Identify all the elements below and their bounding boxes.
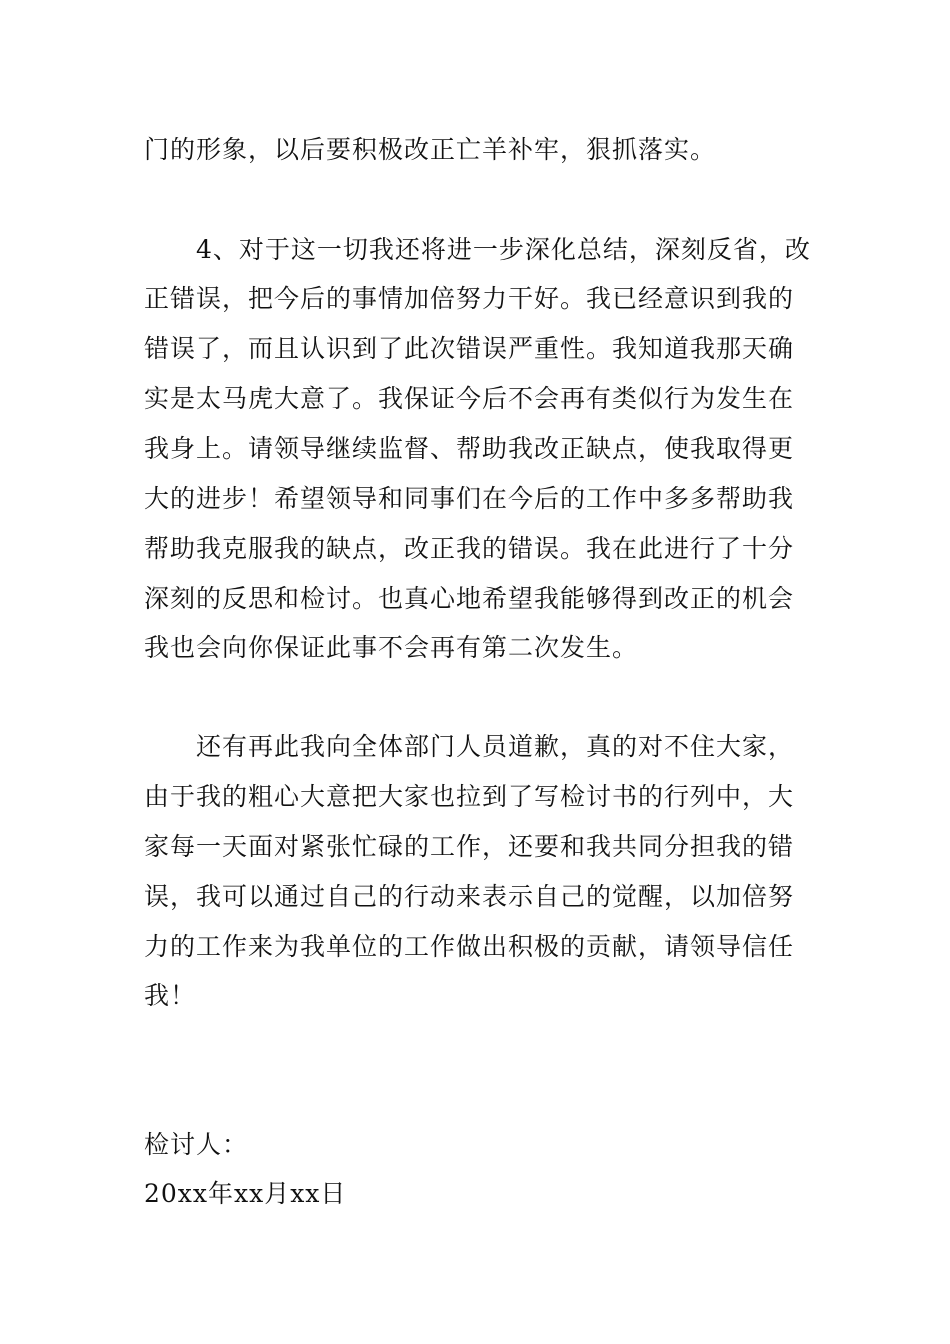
paragraph-3-line-6: 我！ xyxy=(144,981,197,1010)
paragraph-2-line-6: 大的进步！希望领导和同事们在今后的工作中多多帮助我 xyxy=(144,484,795,513)
paragraph-2-line-9: 我也会向你保证此事不会再有第二次发生。 xyxy=(144,633,639,662)
paragraph-1-line-1: 门的形象，以后要积极改正亡羊补牢，狠抓落实。 xyxy=(144,135,717,164)
paragraph-2-line-1: 4、对于这一切我还将进一步深化总结，深刻反省，改 xyxy=(196,235,811,264)
paragraph-2-line-7: 帮助我克服我的缺点，改正我的错误。我在此进行了十分 xyxy=(144,534,795,563)
paragraph-3-line-4: 误，我可以通过自己的行动来表示自己的觉醒，以加倍努 xyxy=(144,882,795,911)
paragraph-3-line-2: 由于我的粗心大意把大家也拉到了写检讨书的行列中，大 xyxy=(144,782,795,811)
signature-author-label: 检讨人： xyxy=(144,1130,249,1159)
paragraph-2-line-4: 实是太马虎大意了。我保证今后不会再有类似行为发生在 xyxy=(144,384,795,413)
paragraph-3-line-3: 家每一天面对紧张忙碌的工作，还要和我共同分担我的错 xyxy=(144,832,795,861)
paragraph-2-line-3: 错误了，而且认识到了此次错误严重性。我知道我那天确 xyxy=(144,334,795,363)
paragraph-2-line-5: 我身上。请领导继续监督、帮助我改正缺点，使我取得更 xyxy=(144,434,795,463)
signature-date: 20xx年xx月xx日 xyxy=(144,1179,347,1208)
paragraph-3-line-1: 还有再此我向全体部门人员道歉，真的对不住大家， xyxy=(196,732,795,761)
paragraph-3-line-5: 力的工作来为我单位的工作做出积极的贡献，请领导信任 xyxy=(144,932,795,961)
paragraph-2-line-2: 正错误，把今后的事情加倍努力干好。我已经意识到我的 xyxy=(144,284,795,313)
paragraph-2-line-8: 深刻的反思和检讨。也真心地希望我能够得到改正的机会 xyxy=(144,584,795,613)
